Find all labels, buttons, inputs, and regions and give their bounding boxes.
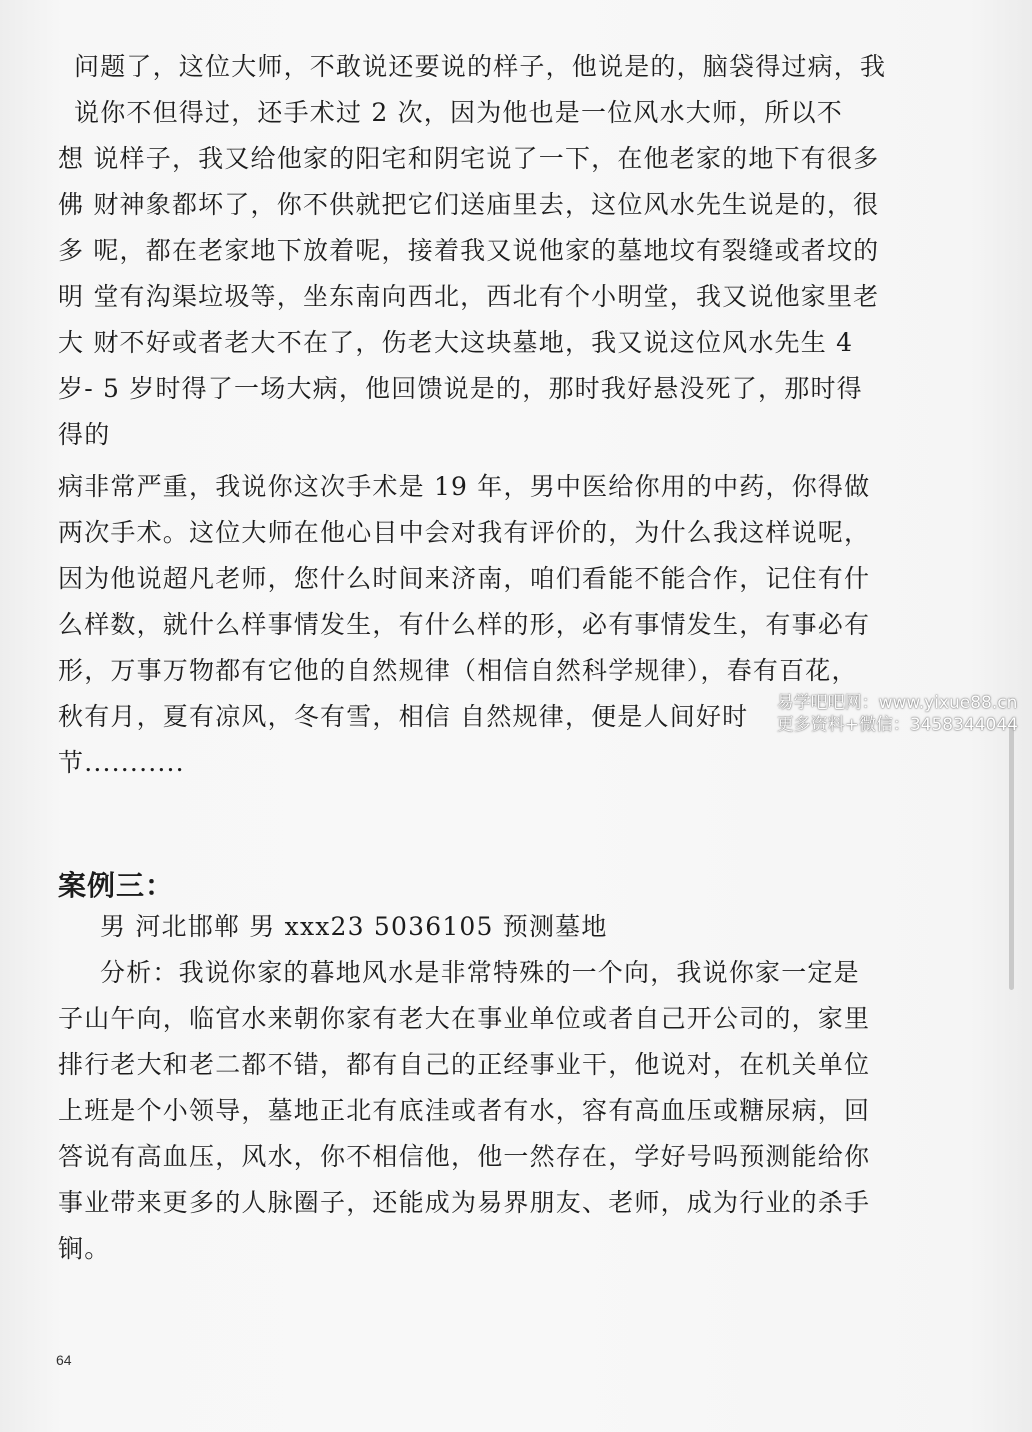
- paragraph-line: 排行老大和老二都不错，都有自己的正经事业干，他说对，在机关单位: [58, 1050, 871, 1079]
- paragraph-line: 因为他说超凡老师，您什么时间来济南，咱们看能不能合作，记住有什: [58, 564, 871, 593]
- paragraph-line: 秋有月，夏有凉风，冬有雪，相信 自然规律，便是人间好时: [58, 702, 749, 731]
- paragraph-line: 两次手术。这位大师在他心目中会对我有评价的，为什么我这样说呢，: [58, 518, 871, 547]
- paragraph-line: 得的: [58, 420, 111, 449]
- scrollbar[interactable]: [1009, 720, 1014, 990]
- paragraph-line: 说你不但得过，还手术过 2 次，因为他也是一位风水大师，所以不: [74, 98, 844, 127]
- paragraph-line: 病非常严重，我说你这次手术是 19 年，男中医给你用的中药，你得做: [58, 472, 871, 501]
- case-info: 男 河北邯郸 男 xxx23 5036105 预测墓地: [100, 912, 608, 941]
- watermark: [777, 692, 1018, 736]
- watermark-line: 更多资料+微信：3458344044: [776, 715, 1018, 735]
- paragraph-line: 锏。: [58, 1234, 111, 1263]
- paragraph-line: 么样数，就什么样事情发生，有什么样的形，必有事情发生，有事必有: [58, 610, 871, 639]
- paragraph-line: 问题了，这位大师，不敢说还要说的样子，他说是的，脑袋得过病，我: [74, 52, 887, 81]
- paragraph-line: 答说有高血压，风水，你不相信他，他一然存在，学好号吗预测能给你: [58, 1142, 871, 1171]
- paragraph-line: 子山午向，临官水来朝你家有老大在事业单位或者自己开公司的，家里: [58, 1004, 871, 1033]
- paragraph-line: 节...........: [58, 748, 185, 777]
- paragraph-line: 上班是个小领导，墓地正北有底洼或者有水，容有高血压或糖尿病，回: [58, 1096, 871, 1125]
- watermark-line: 易学吧吧网：www.yixue88.cn: [776, 693, 1018, 713]
- case-heading: 案例三：: [58, 869, 175, 902]
- paragraph-line: 大 财不好或者老大不在了，伤老大这块墓地，我又说这位风水先生 4: [58, 328, 854, 357]
- page-number: 64: [56, 1352, 72, 1368]
- paragraph-line: 明 堂有沟渠垃圾等，坐东南向西北，西北有个小明堂，我又说他家里老: [58, 282, 880, 311]
- paragraph-line: 佛 财神象都坏了，你不供就把它们送庙里去，这位风水先生说是的，很: [58, 190, 880, 219]
- paragraph-line: 岁- 5 岁时得了一场大病，他回馈说是的，那时我好悬没死了，那时得: [58, 374, 863, 403]
- paragraph-line: 多 呢，都在老家地下放着呢，接着我又说他家的墓地坟有裂缝或者坟的: [58, 236, 880, 265]
- paragraph-line: 想 说样子，我又给他家的阳宅和阴宅说了一下，在他老家的地下有很多: [58, 144, 880, 173]
- paragraph-line: 形，万事万物都有它他的自然规律（相信自然科学规律），春有百花，: [58, 656, 858, 685]
- paragraph-line: 事业带来更多的人脉圈子，还能成为易界朋友、老师，成为行业的杀手: [58, 1188, 871, 1217]
- paragraph-line: 分析：我说你家的暮地风水是非常特殊的一个向，我说你家一定是: [100, 958, 860, 987]
